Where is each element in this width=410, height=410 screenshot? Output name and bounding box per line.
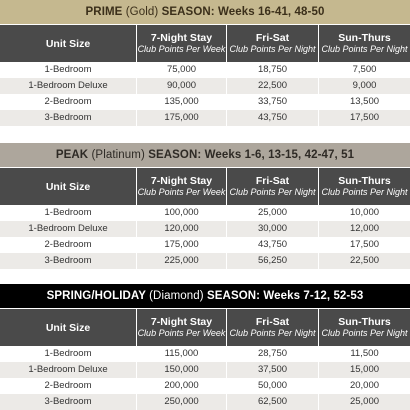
header-label: Fri-Sat <box>255 32 290 44</box>
cell-frisat: 43,750 <box>226 237 318 253</box>
cell-sunthurs: 11,500 <box>318 346 410 362</box>
header-label: 7-Night Stay <box>150 175 213 187</box>
cell-sunthurs: 20,000 <box>318 378 410 394</box>
cell-week: 150,000 <box>136 362 226 378</box>
header-label: Unit Size <box>45 37 91 50</box>
header-sublabel: Club Points Per Night <box>229 328 316 338</box>
cell-week: 115,000 <box>136 346 226 362</box>
header-label: Sun-Thurs <box>338 32 391 44</box>
header-7-night <box>136 168 226 205</box>
header-sublabel: Club Points Per Week <box>137 44 226 54</box>
table-header <box>0 167 410 205</box>
header-sublabel: Club Points Per Night <box>321 187 408 197</box>
cell-week: 90,000 <box>136 78 226 94</box>
season-banner <box>0 0 410 24</box>
cell-week: 225,000 <box>136 253 226 269</box>
header-sun-thurs <box>318 168 410 205</box>
header-sun-thurs <box>318 309 410 346</box>
table-row <box>0 378 410 394</box>
table-row <box>0 221 410 237</box>
header-sun-thurs <box>318 25 410 62</box>
cell-sunthurs: 25,000 <box>318 394 410 410</box>
cell-week: 175,000 <box>136 237 226 253</box>
cell-sunthurs: 10,000 <box>318 205 410 221</box>
cell-frisat: 18,750 <box>226 62 318 78</box>
cell-unit: 1-Bedroom Deluxe <box>28 364 108 375</box>
cell-frisat: 30,000 <box>226 221 318 237</box>
header-label: 7-Night Stay <box>150 316 213 328</box>
header-unit-size <box>0 168 136 205</box>
table-row <box>0 62 410 78</box>
header-sublabel: Club Points Per Night <box>229 187 316 197</box>
cell-unit: 1-Bedroom Deluxe <box>28 80 108 91</box>
season-banner <box>0 143 410 167</box>
header-sublabel: Club Points Per Night <box>321 44 408 54</box>
cell-sunthurs: 12,000 <box>318 221 410 237</box>
cell-week: 100,000 <box>136 205 226 221</box>
cell-frisat: 33,750 <box>226 94 318 110</box>
cell-frisat: 50,000 <box>226 378 318 394</box>
cell-week: 135,000 <box>136 94 226 110</box>
table-row <box>0 110 410 126</box>
table-row <box>0 253 410 269</box>
header-7-night <box>136 309 226 346</box>
season-qualifier: (Platinum) <box>91 149 145 161</box>
spring-holiday-season-table <box>0 284 410 410</box>
header-7-night <box>136 25 226 62</box>
header-fri-sat <box>226 168 318 205</box>
header-sublabel: Club Points Per Night <box>229 44 316 54</box>
cell-frisat: 28,750 <box>226 346 318 362</box>
table-row <box>0 78 410 94</box>
cell-sunthurs: 17,500 <box>318 110 410 126</box>
cell-sunthurs: 17,500 <box>318 237 410 253</box>
season-qualifier: (Gold) <box>125 6 159 18</box>
season-qualifier: (Diamond) <box>149 290 204 302</box>
season-name: PEAK <box>55 149 89 161</box>
table-row <box>0 394 410 410</box>
cell-week: 200,000 <box>136 378 226 394</box>
cell-unit: 1-Bedroom <box>44 348 92 359</box>
cell-unit: 3-Bedroom <box>44 255 92 266</box>
cell-frisat: 22,500 <box>226 78 318 94</box>
season-label: SEASON: Weeks 16-41, 48-50 <box>161 6 325 18</box>
table-row <box>0 237 410 253</box>
cell-unit: 3-Bedroom <box>44 112 92 123</box>
cell-week: 175,000 <box>136 110 226 126</box>
cell-unit: 1-Bedroom <box>44 64 92 75</box>
season-label: SEASON: Weeks 1-6, 13-15, 42-47, 51 <box>148 149 355 161</box>
peak-season-table <box>0 143 410 269</box>
table-row <box>0 94 410 110</box>
cell-week: 75,000 <box>136 62 226 78</box>
cell-sunthurs: 9,000 <box>318 78 410 94</box>
cell-frisat: 25,000 <box>226 205 318 221</box>
table-row <box>0 346 410 362</box>
prime-season-table <box>0 0 410 126</box>
table-row <box>0 362 410 378</box>
cell-frisat: 37,500 <box>226 362 318 378</box>
header-label: Sun-Thurs <box>338 316 391 328</box>
header-label: 7-Night Stay <box>150 32 213 44</box>
table-header <box>0 24 410 62</box>
header-sublabel: Club Points Per Week <box>137 328 226 338</box>
cell-unit: 2-Bedroom <box>44 96 92 107</box>
cell-frisat: 62,500 <box>226 394 318 410</box>
cell-frisat: 43,750 <box>226 110 318 126</box>
season-name: PRIME <box>85 6 123 18</box>
header-label: Unit Size <box>45 321 91 334</box>
cell-unit: 2-Bedroom <box>44 239 92 250</box>
season-banner <box>0 284 410 308</box>
cell-week: 250,000 <box>136 394 226 410</box>
header-sublabel: Club Points Per Week <box>137 187 226 197</box>
header-label: Unit Size <box>45 180 91 193</box>
season-name: SPRING/HOLIDAY <box>46 290 146 302</box>
cell-sunthurs: 13,500 <box>318 94 410 110</box>
header-label: Sun-Thurs <box>338 175 391 187</box>
header-sublabel: Club Points Per Night <box>321 328 408 338</box>
cell-frisat: 56,250 <box>226 253 318 269</box>
season-label: SEASON: Weeks 7-12, 52-53 <box>207 290 364 302</box>
cell-sunthurs: 22,500 <box>318 253 410 269</box>
header-label: Fri-Sat <box>255 175 290 187</box>
cell-unit: 1-Bedroom <box>44 207 92 218</box>
header-fri-sat <box>226 309 318 346</box>
header-unit-size <box>0 25 136 62</box>
table-header <box>0 308 410 346</box>
table-row <box>0 205 410 221</box>
cell-unit: 3-Bedroom <box>44 396 92 407</box>
header-fri-sat <box>226 25 318 62</box>
header-label: Fri-Sat <box>255 316 290 328</box>
cell-unit: 2-Bedroom <box>44 380 92 391</box>
cell-sunthurs: 15,000 <box>318 362 410 378</box>
header-unit-size <box>0 309 136 346</box>
cell-week: 120,000 <box>136 221 226 237</box>
cell-unit: 1-Bedroom Deluxe <box>28 223 108 234</box>
cell-sunthurs: 7,500 <box>318 62 410 78</box>
